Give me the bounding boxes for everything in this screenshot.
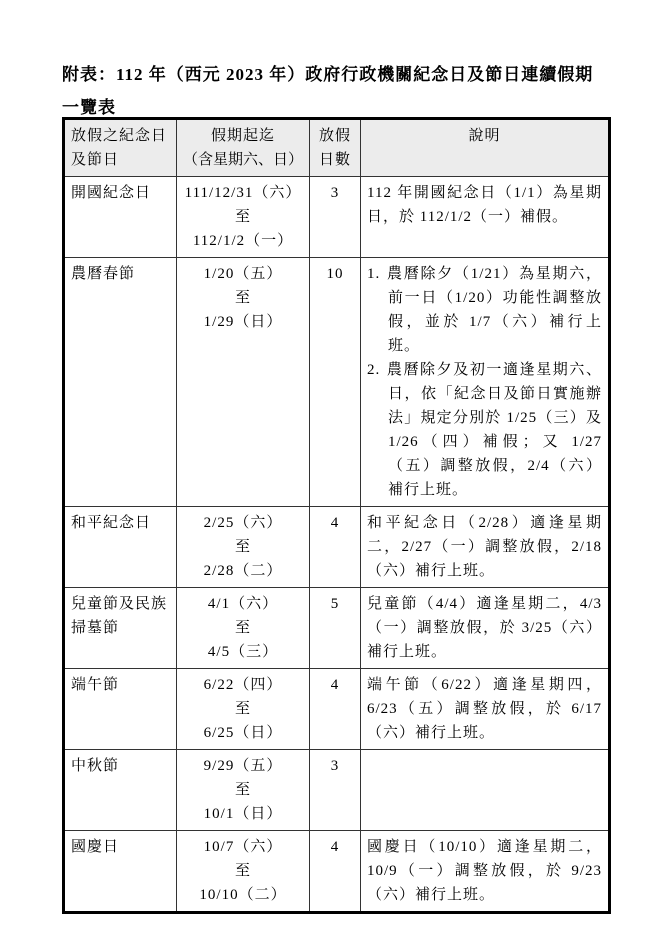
table-row — [64, 669, 610, 750]
holiday-name: 國慶日 — [64, 831, 177, 913]
header-period-line1: 假期起迄 — [210, 128, 275, 144]
holiday-period — [177, 669, 310, 750]
period-to: 至 — [234, 863, 251, 879]
period-to: 至 — [234, 782, 251, 798]
holiday-table — [62, 117, 611, 914]
holiday-days: 3 — [310, 177, 361, 258]
holiday-notes — [361, 258, 610, 507]
header-holiday-name-line1: 放假之紀念日 — [71, 128, 168, 144]
holiday-name: 端午節 — [64, 669, 177, 750]
holiday-name: 農曆春節 — [64, 258, 177, 507]
holiday-name: 兒童節及民族掃墓節 — [64, 588, 177, 669]
period-end: 2/28（二） — [203, 563, 283, 579]
holiday-days: 4 — [310, 669, 361, 750]
header-notes: 說明 — [361, 119, 610, 177]
header-period — [177, 119, 310, 177]
period-to: 至 — [234, 701, 251, 717]
page-title — [62, 58, 622, 124]
period-start: 2/25（六） — [203, 515, 283, 531]
holiday-period — [177, 588, 310, 669]
holiday-name: 和平紀念日 — [64, 507, 177, 588]
holiday-period — [177, 831, 310, 913]
period-end: 6/25（日） — [203, 725, 283, 741]
header-holiday-name-line2: 及節日 — [71, 152, 120, 168]
holiday-period — [177, 507, 310, 588]
holiday-notes — [361, 831, 610, 913]
header-row — [64, 119, 610, 177]
note-item: 兒童節（4/4）適逢星期二，4/3（一）調整放假，於 3/25（六）補行上班。 — [367, 596, 602, 660]
holiday-notes — [361, 177, 610, 258]
holiday-notes — [361, 750, 610, 831]
table-row — [64, 750, 610, 831]
period-end: 10/1（日） — [203, 806, 283, 822]
table-row — [64, 258, 610, 507]
holiday-period — [177, 177, 310, 258]
page-title-line1: 附表：112 年（西元 2023 年）政府行政機關紀念日及節日連續假期 — [62, 65, 594, 84]
period-start: 6/22（四） — [203, 677, 283, 693]
note-item: 2. 農曆除夕及初一適逢星期六、日，依「紀念日及節日實施辦法」規定分別於 1/25（三）及 1/26（四）補假；又 1/27（五）調整放假，2/4（六）補行上班。 — [367, 362, 602, 498]
period-end: 10/10（二） — [199, 887, 287, 903]
note-item: 國慶日（10/10）適逢星期二，10/9（一）調整放假，於 9/23（六）補行上班。 — [367, 839, 602, 903]
header-period-line2: （含星期六、日） — [183, 152, 304, 168]
period-end: 4/5（三） — [207, 644, 279, 660]
table-row — [64, 507, 610, 588]
note-item: 1. 農曆除夕（1/21）為星期六，前一日（1/20）功能性調整放假，並於 1/7（六）補行上班。 — [367, 266, 602, 354]
holiday-name: 開國紀念日 — [64, 177, 177, 258]
holiday-notes — [361, 669, 610, 750]
holiday-days: 10 — [310, 258, 361, 507]
holiday-days: 5 — [310, 588, 361, 669]
period-start: 10/7（六） — [203, 839, 283, 855]
period-to: 至 — [234, 620, 251, 636]
header-days-line1: 放假 — [318, 128, 351, 144]
header-days — [310, 119, 361, 177]
holiday-period — [177, 750, 310, 831]
note-item: 112 年開國紀念日（1/1）為星期日，於 112/1/2（一）補假。 — [367, 185, 602, 225]
holiday-notes — [361, 507, 610, 588]
holiday-name: 中秋節 — [64, 750, 177, 831]
table-row — [64, 588, 610, 669]
holiday-days: 4 — [310, 507, 361, 588]
period-end: 112/1/2（一） — [192, 233, 294, 249]
holiday-period — [177, 258, 310, 507]
period-to: 至 — [234, 209, 251, 225]
note-item: 端午節（6/22）適逢星期四，6/23（五）調整放假，於 6/17（六）補行上班。 — [367, 677, 602, 741]
table-row — [64, 177, 610, 258]
header-holiday-name — [64, 119, 177, 177]
table-row — [64, 831, 610, 913]
page-title-line2: 一覽表 — [62, 98, 116, 117]
note-item: 和平紀念日（2/28）適逢星期二，2/27（一）調整放假，2/18（六）補行上班。 — [367, 515, 602, 579]
period-start: 4/1（六） — [207, 596, 279, 612]
period-start: 9/29（五） — [203, 758, 283, 774]
period-start: 111/12/31（六） — [184, 185, 302, 201]
holiday-days: 3 — [310, 750, 361, 831]
holiday-days: 4 — [310, 831, 361, 913]
header-days-line2: 日數 — [318, 152, 351, 168]
holiday-notes — [361, 588, 610, 669]
period-to: 至 — [234, 539, 251, 555]
table-header — [64, 119, 610, 177]
period-start: 1/20（五） — [203, 266, 283, 282]
period-end: 1/29（日） — [203, 314, 283, 330]
period-to: 至 — [234, 290, 251, 306]
